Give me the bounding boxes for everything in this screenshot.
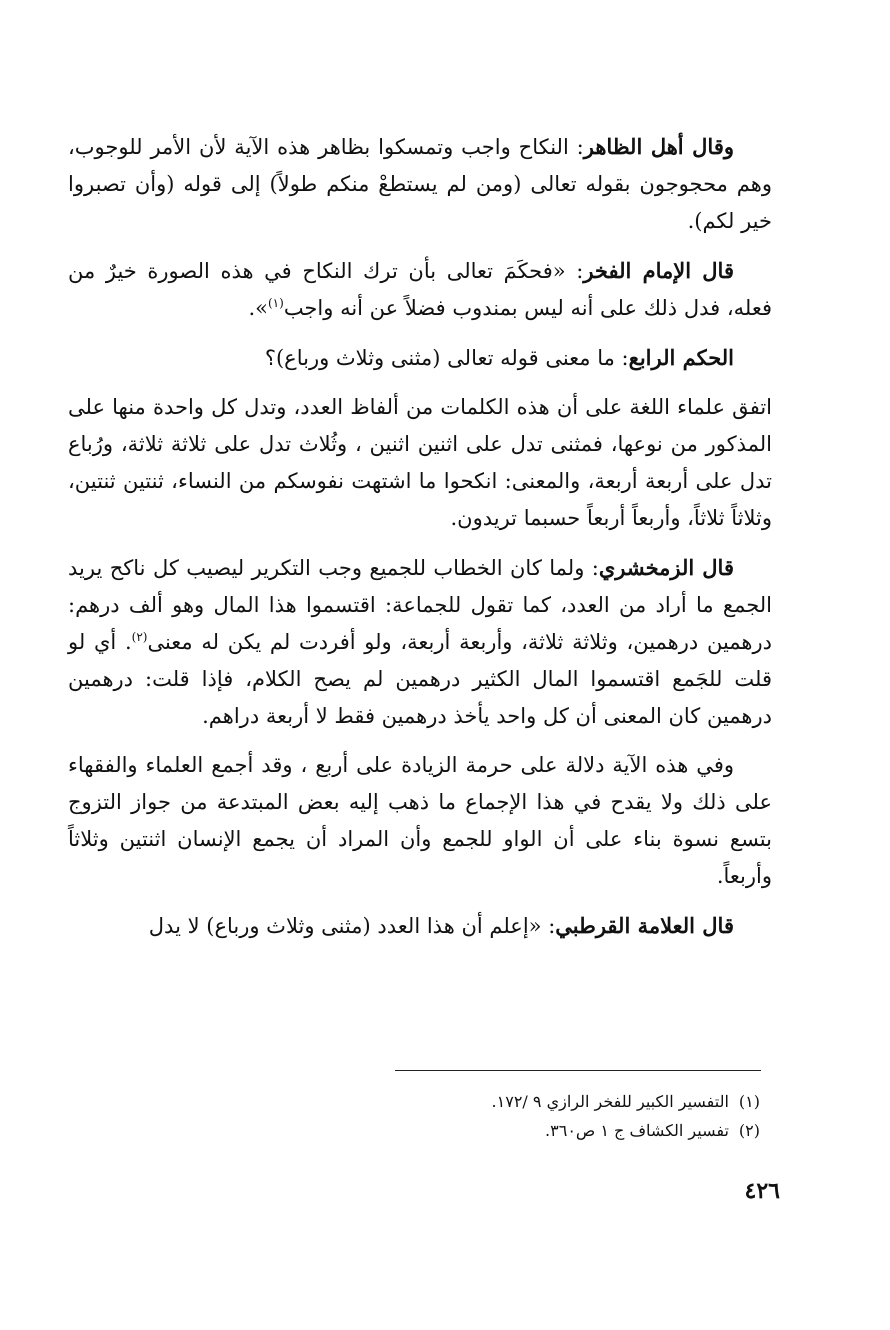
footnote-ref: (٢) bbox=[131, 630, 148, 644]
paragraph-linguists bbox=[68, 389, 772, 537]
footnote-item bbox=[300, 1087, 760, 1116]
paragraph-lead: وقال أهل الظاهر bbox=[583, 134, 734, 159]
footnote-divider bbox=[395, 1070, 761, 1071]
paragraph-lead: قال العلامة القرطبي bbox=[555, 913, 734, 938]
footnote-ref: (١) bbox=[267, 296, 284, 310]
paragraph-text: : «إعلم أن هذا العدد (مثنى وثلاث ورباع) لا يدل bbox=[148, 914, 556, 938]
footnotes bbox=[300, 1087, 760, 1145]
paragraph-zamakhshari bbox=[68, 549, 772, 735]
footnote-text: تفسير الكشاف ج ١ ص٣٦٠. bbox=[545, 1121, 729, 1140]
paragraph-text: وفي هذه الآية دلالة على حرمة الزيادة على أربع ، وقد أجمع العلماء والفقهاء على ذلك ولا يقدح في هذا الإجماع ما ذهب إليه بعض المبتدعة من جواز التزوج بتسع نسوة بناء على أن الواو للجمع وأن المراد أن يجمع الإنسان اثنتين وثلاثاً وأربعاً. bbox=[68, 753, 772, 888]
paragraph-tail: ». bbox=[248, 296, 268, 320]
footnote-text: التفسير الكبير للفخر الرازي ٩ /١٧٢. bbox=[491, 1092, 729, 1111]
paragraph-text: : ولما كان الخطاب للجميع وجب التكرير ليصيب كل ناكح يريد الجمع ما أراد من العدد، كما تقول للجماعة: اقتسموا هذا المال وهو ألف درهم: درهمين درهمين، وثلاثة ثلاثة، وأربعة أربعة، ولو أفردت لم يكن له معنى bbox=[68, 556, 772, 654]
paragraph-lead: قال الزمخشري bbox=[598, 555, 734, 580]
paragraph-ahl-al-zahir bbox=[68, 128, 772, 240]
paragraph-tail: . أي لو قلت للجَمع اقتسموا المال الكثير درهمين لم يصح الكلام، فإذا قلت: درهمين درهمين كان المعنى أن كل واحد يأخذ درهمين فقط لا أربعة دراهم. bbox=[68, 630, 772, 728]
paragraph-text: : ما معنى قوله تعالى (مثنى وثلاث ورباع)؟ bbox=[264, 346, 629, 370]
paragraph-qurtubi bbox=[68, 907, 772, 945]
page-number: ٤٢٦ bbox=[744, 1178, 780, 1204]
paragraph-fourth-ruling bbox=[68, 339, 772, 377]
footnote-item bbox=[300, 1116, 760, 1145]
page-body bbox=[68, 128, 772, 945]
footnote-number: (٢) bbox=[738, 1121, 760, 1140]
paragraph-imam-fakhr bbox=[68, 252, 772, 327]
paragraph-consensus bbox=[68, 747, 772, 895]
paragraph-lead: الحكم الرابع bbox=[628, 345, 734, 370]
paragraph-lead: قال الإمام الفخر bbox=[583, 258, 734, 283]
footnote-number: (١) bbox=[738, 1092, 760, 1111]
paragraph-text: : «فحكَمَ تعالى بأن ترك النكاح في هذه الصورة خيرٌ من فعله، فدل ذلك على أنه ليس بمندوب فضلاً عن أنه واجب bbox=[68, 259, 772, 320]
paragraph-text: اتفق علماء اللغة على أن هذه الكلمات من ألفاظ العدد، وتدل كل واحدة منها على المذكور من نوعها، فمثنى تدل على اثنين اثنين ، وثُلاث تدل على ثلاثة ثلاثة، ورُباع تدل على أربعة أربعة، والمعنى: انكحوا ما اشتهت نفوسكم من النساء، ثنتين ثنتين، وثلاثاً ثلاثاً، وأربعاً أربعاً حسبما تريدون. bbox=[68, 395, 772, 530]
paragraph-text: : النكاح واجب وتمسكوا بظاهر هذه الآية لأن الأمر للوجوب، وهم محجوجون بقوله تعالى (ومن لم يستطعْ منكم طولاً) إلى قوله (وأن تصبروا خير لكم). bbox=[68, 135, 772, 233]
